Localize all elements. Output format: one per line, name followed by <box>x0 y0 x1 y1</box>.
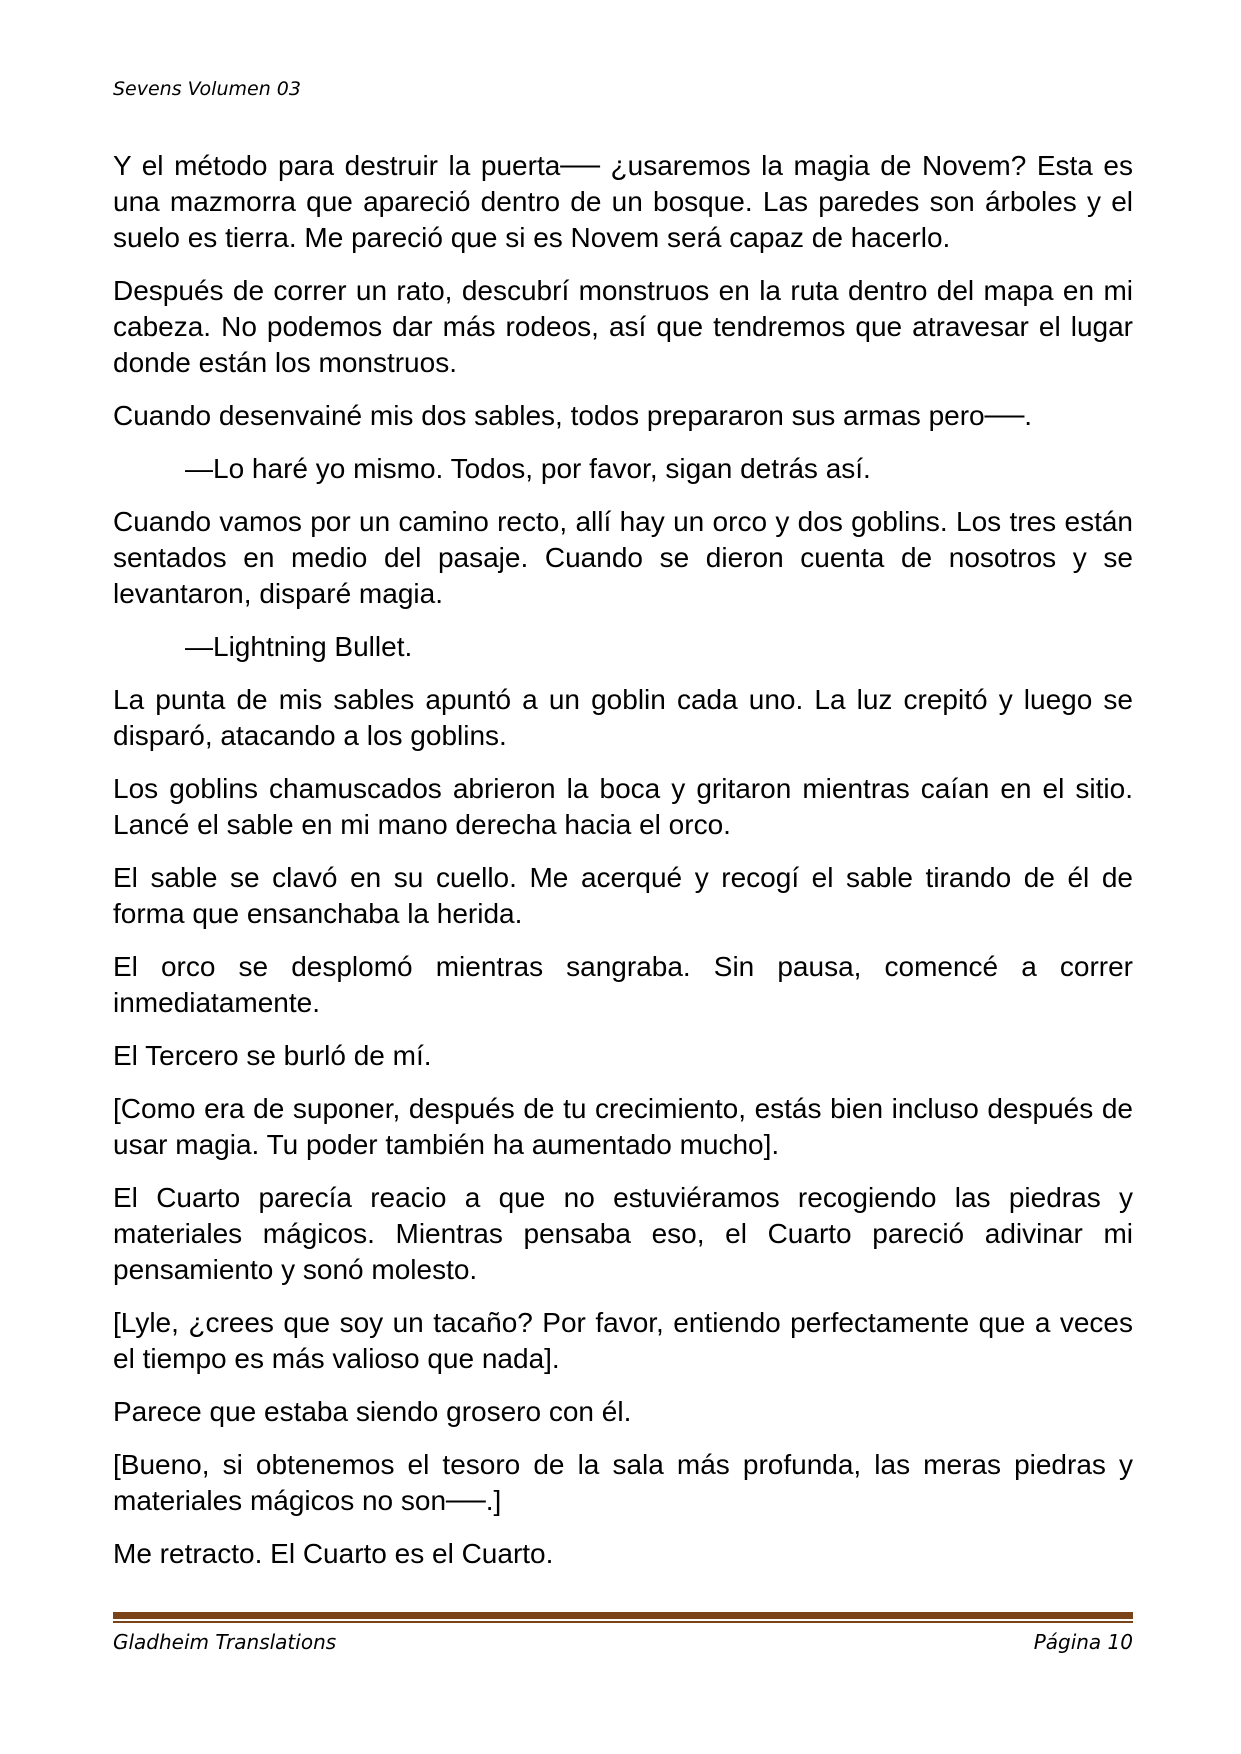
footer-translator: Gladheim Translations <box>113 1630 337 1654</box>
paragraph: La punta de mis sables apuntó a un goblin cada uno. La luz crepitó y luego se disparó, atacando a los goblins. <box>113 684 1133 751</box>
paragraph: El orco se desplomó mientras sangraba. Sin pausa, comencé a correr inmediatamente. <box>113 951 1133 1018</box>
paragraph: Después de correr un rato, descubrí monstruos en la ruta dentro del mapa en mi cabeza. No podemos dar más rodeos, así que tendremos que atravesar el lugar donde están los monstruos. <box>113 275 1133 378</box>
paragraph: Y el método para destruir la puerta── ¿usaremos la magia de Novem? Esta es una mazmorra que apareció dentro de un bosque. Las paredes son árboles y el suelo es tierra. Me pareció que si es Novem será capaz de hacerlo. <box>113 150 1133 253</box>
paragraph: [Bueno, si obtenemos el tesoro de la sala más profunda, las meras piedras y materiales mágicos no son──.] <box>113 1449 1133 1516</box>
footer-divider-thin <box>113 1621 1133 1623</box>
running-header: Sevens Volumen 03 <box>113 78 301 100</box>
footer-divider <box>113 1612 1133 1619</box>
page-body <box>113 148 1133 1589</box>
dialogue-line: —Lightning Bullet. <box>185 631 413 662</box>
paragraph: [Como era de suponer, después de tu crecimiento, estás bien incluso después de usar magia. Tu poder también ha aumentado mucho]. <box>113 1093 1133 1160</box>
paragraph: El Tercero se burló de mí. <box>113 1040 432 1071</box>
paragraph: El sable se clavó en su cuello. Me acerqué y recogí el sable tirando de él de forma que ensanchaba la herida. <box>113 862 1133 929</box>
paragraph: Parece que estaba siendo grosero con él. <box>113 1396 632 1427</box>
paragraph: [Lyle, ¿crees que soy un tacaño? Por favor, entiendo perfectamente que a veces el tiempo es más valioso que nada]. <box>113 1307 1133 1374</box>
dialogue-line: —Lo haré yo mismo. Todos, por favor, sigan detrás así. <box>185 453 871 484</box>
page-number: Página 10 <box>1033 1630 1133 1654</box>
paragraph: El Cuarto parecía reacio a que no estuviéramos recogiendo las piedras y materiales mágicos. Mientras pensaba eso, el Cuarto pareció adivinar mi pensamiento y sonó molesto. <box>113 1182 1133 1285</box>
paragraph: Los goblins chamuscados abrieron la boca y gritaron mientras caían en el sitio. Lancé el sable en mi mano derecha hacia el orco. <box>113 773 1133 840</box>
paragraph: Cuando desenvainé mis dos sables, todos prepararon sus armas pero──. <box>113 400 1033 431</box>
paragraph: Me retracto. El Cuarto es el Cuarto. <box>113 1538 554 1569</box>
paragraph: Cuando vamos por un camino recto, allí hay un orco y dos goblins. Los tres están sentados en medio del pasaje. Cuando se dieron cuenta de nosotros y se levantaron, disparé magia. <box>113 506 1133 609</box>
